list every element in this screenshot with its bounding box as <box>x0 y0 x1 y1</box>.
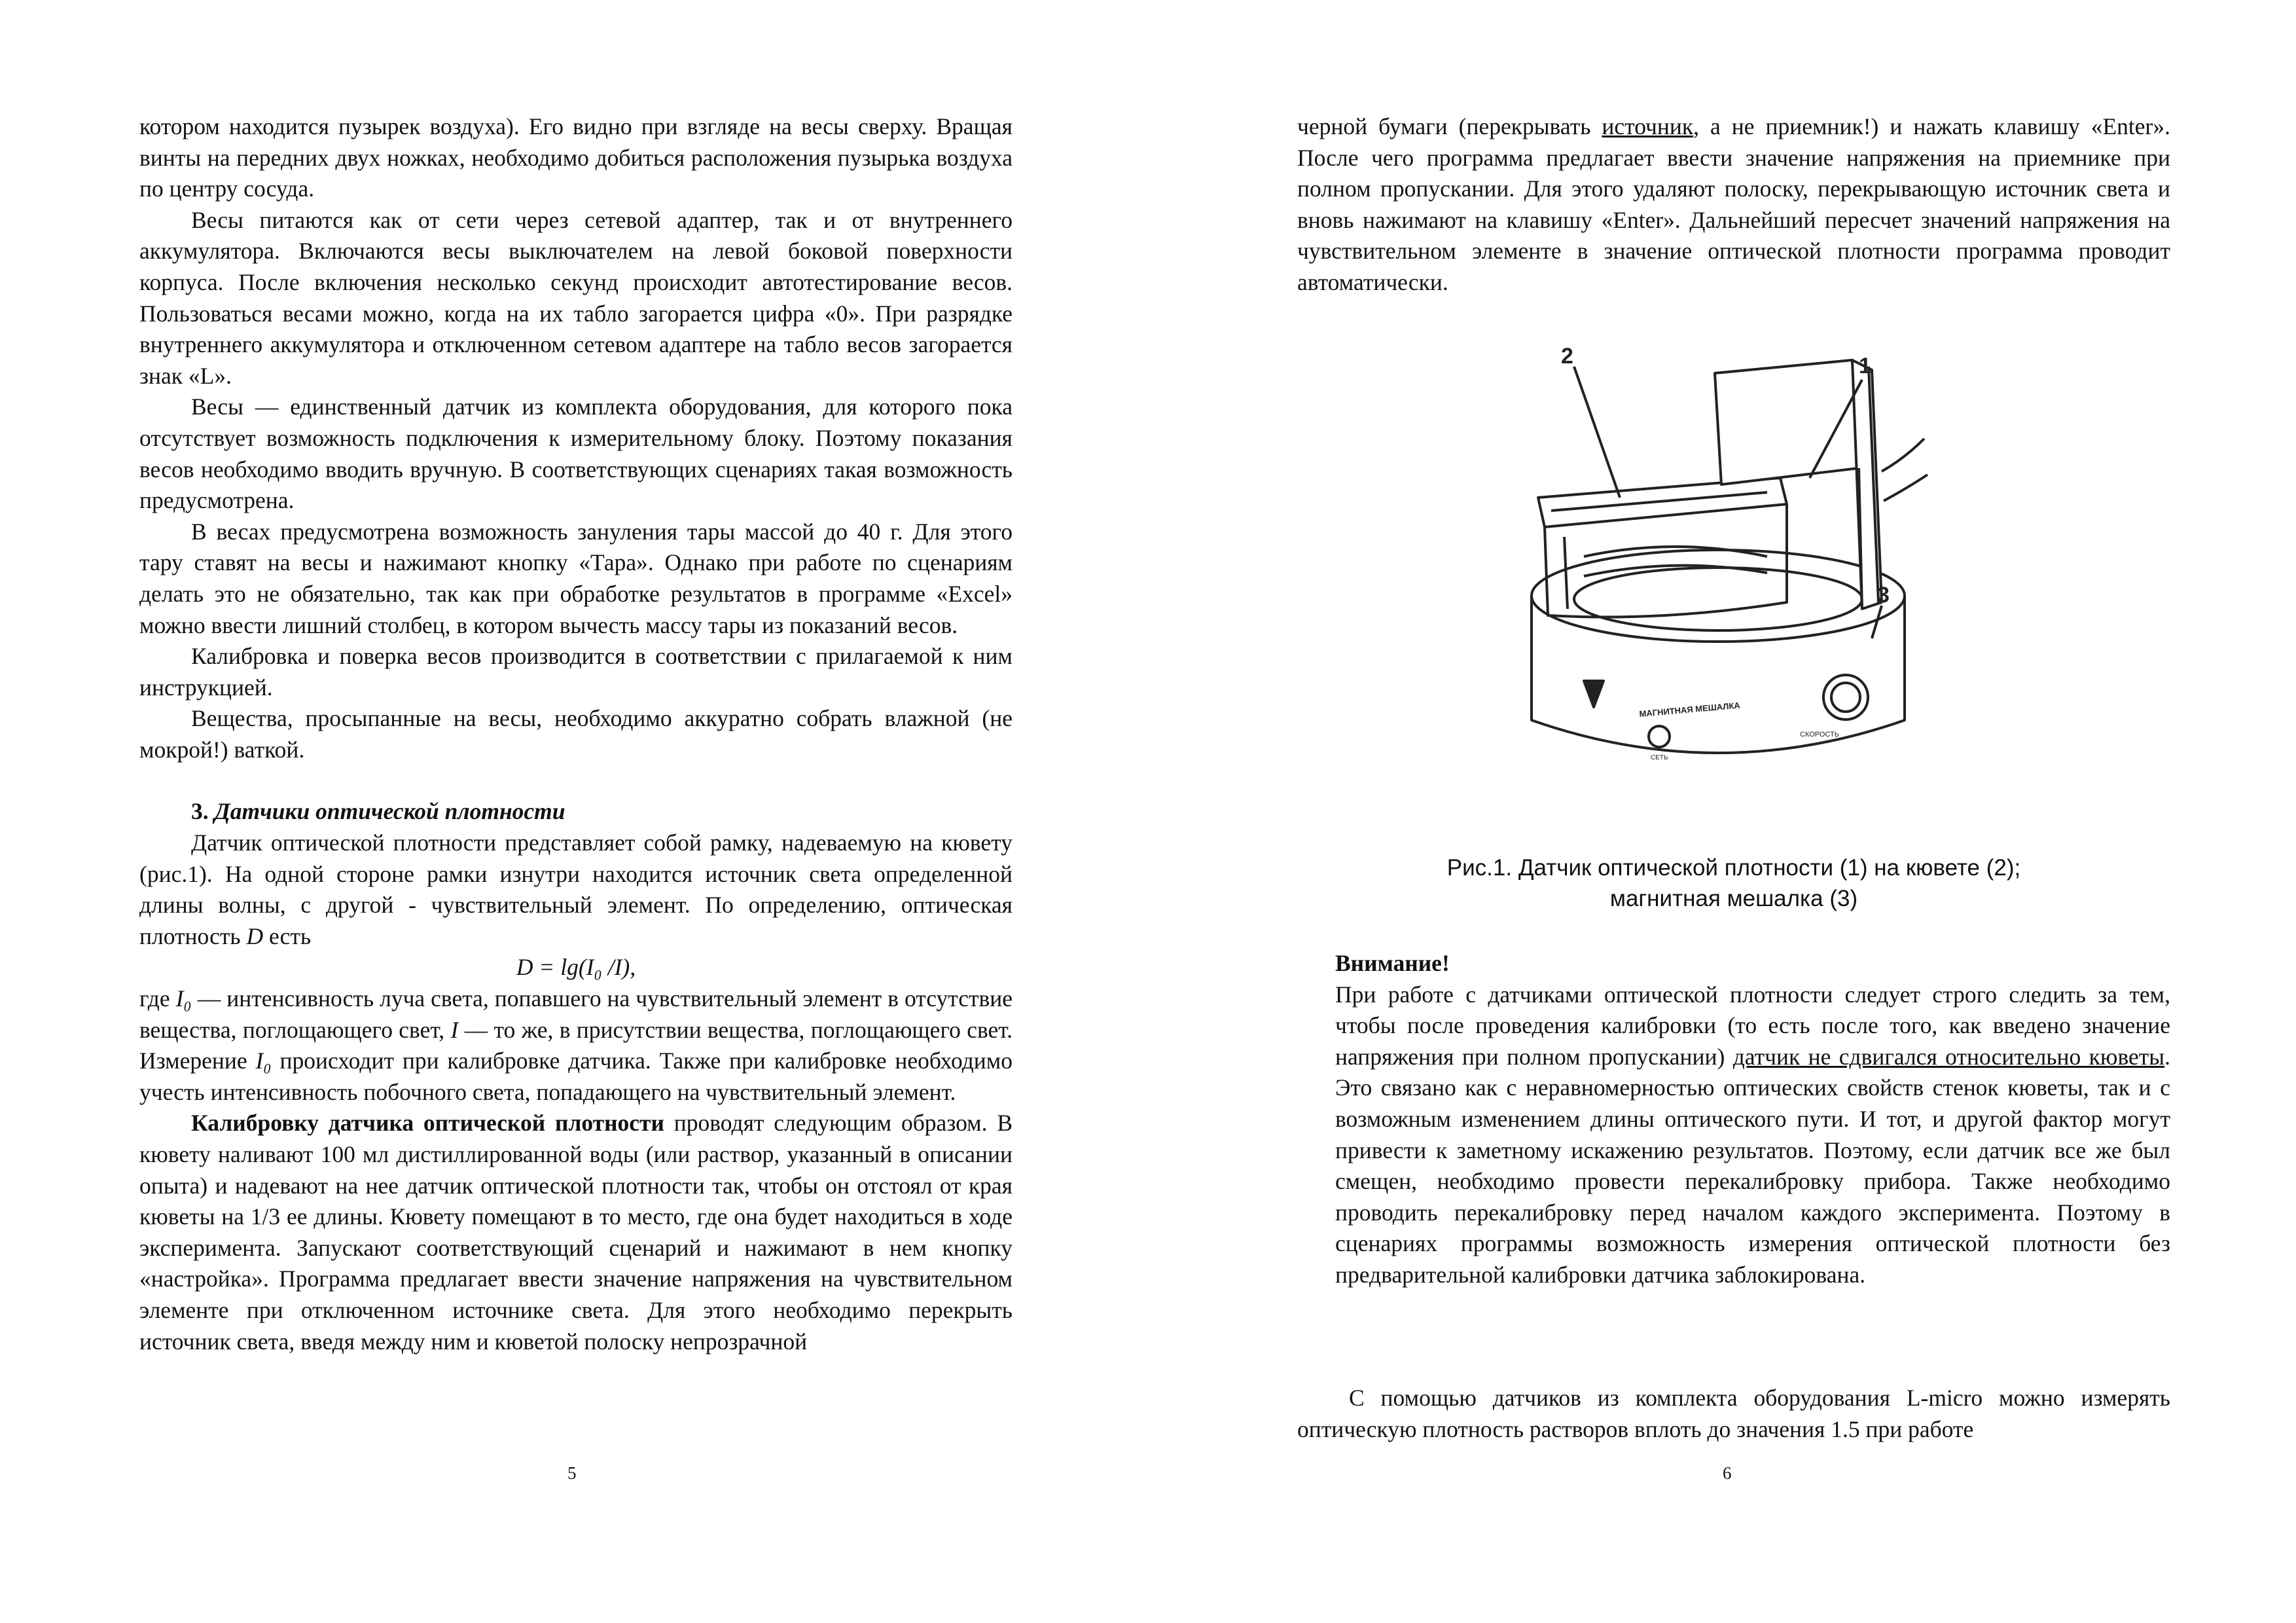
device-label: МАГНИТНАЯ МЕШАЛКА <box>1638 700 1741 719</box>
page-number: 6 <box>1723 1463 1732 1483</box>
paragraph: Вещества, просыпанные на весы, необходимо аккуратно собрать влажной (не мокрой!) ваткой. <box>139 705 1013 763</box>
sensor-frame <box>1715 360 1859 484</box>
paragraph: С помощью датчиков из комплекта оборудования L-micro можно измерять оптическую плотность растворов вплоть до значения 1.5 при работе <box>1297 1385 2170 1442</box>
closing-block <box>1297 1383 2170 1445</box>
cable <box>1882 439 1924 471</box>
variable: D <box>246 922 264 949</box>
underlined-text: датчик не сдвигался относительно кюветы <box>1732 1043 2165 1070</box>
stirrer-top <box>1532 550 1905 642</box>
figure-caption: Рис.1. Датчик оптической плотности (1) на кювете (2); магнитная мешалка (3) <box>1446 855 2021 911</box>
label-1: 1 <box>1859 354 1871 378</box>
paragraph: При работе с датчиками оптической плотности следует строго следить за тем, чтобы после проведения калибровки (то есть после того, как введено значение напряжения при полном пропускании) датчик не сдвигался относительно кюветы. Это связано как с неравномерностью оптических свойств стенок кюветы, так и с возможным изменением длины оптического пути. И тот, и другой фактор могут привести к заметному искажению результатов. Поэтому, если датчик все же был смещен, необходимо провести перекалибровку прибора. Также необходимо проводить перекалибровку перед началом каждого эксперимента. Поэтому в сценариях программы возможность измерения оптической плотности без предварительной калибровки датчика заблокирована. <box>1335 981 2170 1288</box>
sensor-figure <box>1505 340 1931 825</box>
button-label: СЕТЬ <box>1651 754 1668 761</box>
paragraph: где I₀ — интенсивность луча света, попавшего на чувствительный элемент в отсутствие вещества, поглощающего свет, I — то же, в присутствии вещества, поглощающего свет. Измерение I₀ происходит при калибровке датчика. Также при калибровке необходимо учесть интенсивность побочного света, попадающего на чувствительный элемент. <box>139 985 1013 1105</box>
label-3: 3 <box>1877 583 1890 608</box>
knob-label: СКОРОСТЬ <box>1800 731 1839 739</box>
section-title: Датчики оптической плотности <box>214 798 565 825</box>
paragraph: черной бумаги (перекрывать источник, а не приемник!) и нажать клавишу «Enter». После чего программа предлагает ввести значение напряжения на приемнике при полном пропускании. Для этого удаляют полоску, перекрывающую источник света и вновь нажимают на клавишу «Enter». Дальнейший пересчет значений напряжения на чувствительном элементе в значение оптической плотности программа проводит автоматически. <box>1297 113 2170 295</box>
paragraph: Датчик оптической плотности представляет собой рамку, надеваемую на кювету (рис.1). На одной стороне рамки изнутри находится источник света определенной длины волны, с другой - чувствительный элемент. По определению, оптическая плотность D есть <box>139 830 1013 949</box>
warning-block <box>1335 948 2170 1291</box>
paragraph: Весы питаются как от сети через сетевой адаптер, так и от внутреннего аккумулятора. Включаются весы выключателем на левой боковой поверхности корпуса. После включения несколько секунд происходит автотестирование весов. Пользоваться весами можно, когда на их табло загорается цифра «0». При разрядке внутреннего аккумулятора и отключенном сетевом адаптере на табло весов загорается знак «L». <box>139 206 1013 389</box>
power-button <box>1649 726 1670 747</box>
variable: I₀ <box>255 1048 272 1074</box>
paragraph: Весы — единственный датчик из комплекта оборудования, для которого пока отсутствует возможность подключения к измерительному блоку. Поэтому показания весов необходимо вводить вручную. В соответствующих сценариях такая возможность предусмотрена. <box>139 393 1013 514</box>
paragraph: котором находится пузырек воздуха). Его видно при взгляде на весы сверху. Вращая винты на передних двух ножках, необходимо добиться расположения пузырька воздуха по центру сосуда. <box>139 113 1013 202</box>
section-heading <box>139 796 1013 828</box>
label-2: 2 <box>1561 344 1573 369</box>
variable: I <box>450 1016 459 1043</box>
variable: I₀ <box>175 985 192 1012</box>
left-page <box>139 111 1013 1357</box>
formula: D = lg(I₀ /I), <box>516 954 636 981</box>
logo <box>1584 681 1604 707</box>
section-number: 3. <box>191 798 209 825</box>
paragraph: Калибровку датчика оптической плотности проводят следующим образом. В кювету наливают 100 мл дистиллированной воды (или раствор, указанный в описании опыта) и надевают на нее датчик оптической плотности так, чтобы он отстоял от края кюветы на 1/3 ее длины. Кювету помещают в то место, где она будет находиться в ходе эксперимента. Запускают соответствующий сценарий и нажимают в нем кнопку «настройка». Программа предлагает ввести значение напряжения на чувствительном элементе при отключенном источнике света. Для этого необходимо перекрыть источник света, введя между ним и кюветой полоску непрозрачной <box>139 1110 1013 1355</box>
bold-term: Калибровку датчика оптической плотности <box>191 1110 664 1137</box>
paragraph: Калибровка и поверка весов производится в соответствии с прилагаемой к ним инструкцией. <box>139 643 1013 701</box>
warning-title: Внимание! <box>1335 950 1450 976</box>
underlined-text: источник <box>1602 113 1694 139</box>
page-number: 5 <box>567 1463 577 1483</box>
right-page <box>1297 111 2170 299</box>
paragraph: В весах предусмотрена возможность зануления тары массой до 40 г. Для этого тару ставят на весы и нажимают кнопку «Тара». Однако при работе по сценариям делать это не обязательно, так как при обработке результатов в программе «Excel» можно ввести лишний столбец, в котором вычесть массу тары из показаний весов. <box>139 518 1013 638</box>
